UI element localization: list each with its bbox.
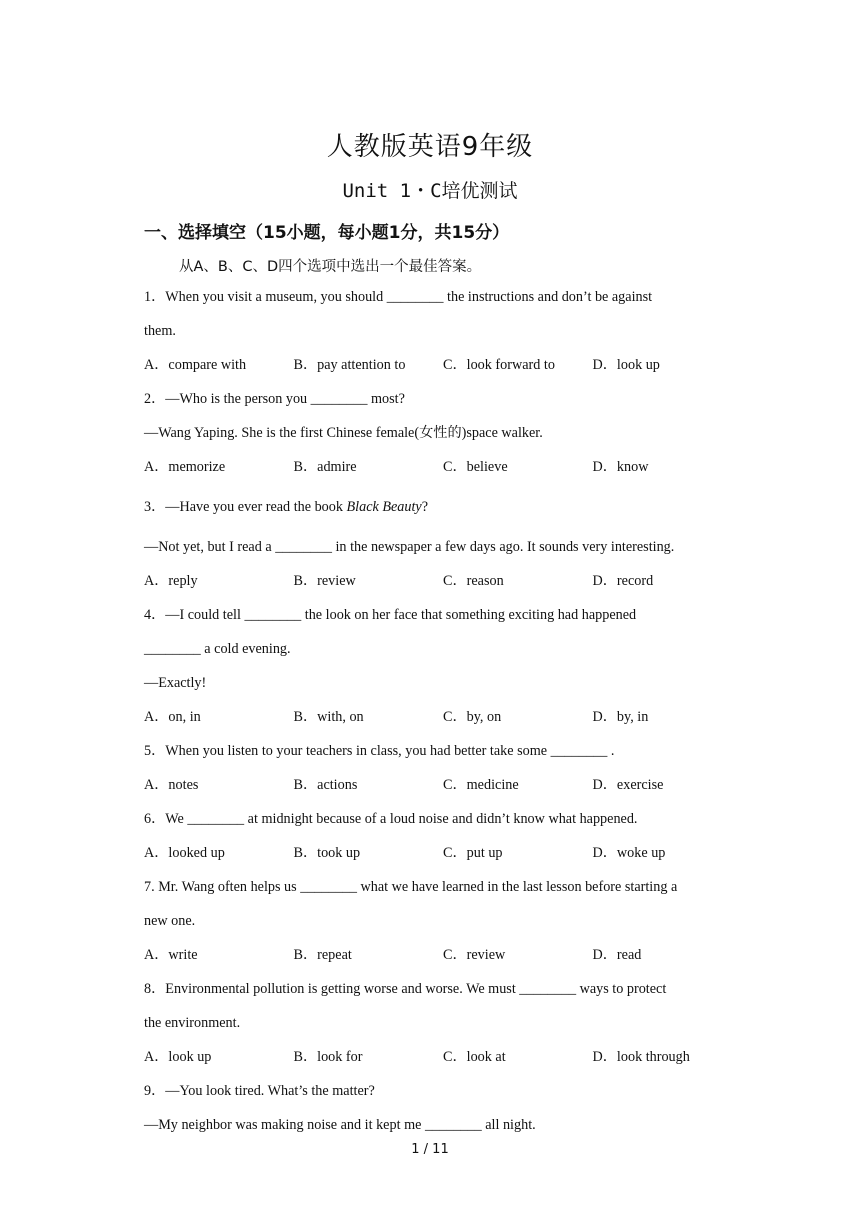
option-d[interactable]: D．by, in [592, 709, 649, 725]
question-8-line-1: 8．Environmental pollution is getting worse and worse. We must ________ ways to protect [144, 981, 667, 997]
option-d[interactable]: D．exercise [592, 777, 664, 793]
question-8-line-2: the environment. [144, 1015, 241, 1031]
question-3-line-2: —Not yet, but I read a ________ in the newspaper a few days ago. It sounds very interesting. [144, 539, 675, 555]
option-b[interactable]: B．review [293, 573, 356, 589]
option-a[interactable]: A．memorize [144, 459, 226, 475]
document-title: 人教版英语9年级 [326, 132, 534, 162]
option-c[interactable]: C．believe [443, 459, 508, 475]
option-d[interactable]: D．read [592, 947, 642, 963]
question-2-line-1: 2．—Who is the person you ________ most? [144, 391, 405, 407]
q3-prefix: 3．—Have you ever read the book Black Beauty? [144, 499, 429, 515]
question-9-line-2: —My neighbor was making noise and it kept me ________ all night. [144, 1117, 536, 1133]
option-b[interactable]: B．look for [293, 1049, 363, 1065]
question-5-options [144, 774, 724, 808]
option-a[interactable]: A．compare with [144, 357, 247, 373]
option-d[interactable]: D．look up [592, 357, 660, 373]
section-heading: 一、选择填空（15小题，每小题1分，共15分） [144, 223, 510, 243]
option-a[interactable]: A．reply [144, 573, 198, 589]
question-7-options [144, 944, 724, 978]
option-a[interactable]: A．on, in [144, 709, 201, 725]
question-6-line-1: 6．We ________ at midnight because of a loud noise and didn’t know what happened. [144, 811, 638, 827]
option-c[interactable]: C．medicine [443, 777, 519, 793]
question-2-options [144, 456, 724, 496]
option-a[interactable]: A．write [144, 947, 198, 963]
option-c[interactable]: C．look forward to [443, 357, 555, 373]
question-9-line-1: 9．—You look tired. What’s the matter? [144, 1083, 375, 1099]
book-title: Black Beauty [346, 499, 422, 515]
option-d[interactable]: D．look through [592, 1049, 690, 1065]
option-b[interactable]: B．admire [293, 459, 357, 475]
question-8-options [144, 1046, 724, 1080]
question-3-options [144, 570, 724, 604]
option-a[interactable]: A．looked up [144, 845, 225, 861]
question-1-options [144, 354, 724, 388]
question-5-line-1: 5．When you listen to your teachers in class, you had better take some ________ . [144, 743, 615, 759]
question-7-line-1: 7. Mr. Wang often helps us ________ what we have learned in the last lesson before starting a [144, 879, 678, 895]
option-c[interactable]: C．reason [443, 573, 504, 589]
option-c[interactable]: C．by, on [443, 709, 502, 725]
document-subtitle: Unit 1・C培优测试 [342, 180, 518, 202]
question-4-line-2: ________ a cold evening. [144, 641, 291, 657]
question-list [144, 286, 724, 1148]
question-1-line-1: 1．When you visit a museum, you should ________ the instructions and don’t be against [144, 289, 653, 305]
option-d[interactable]: D．know [592, 459, 649, 475]
option-d[interactable]: D．record [592, 573, 654, 589]
question-6-options [144, 842, 724, 876]
option-a[interactable]: A．look up [144, 1049, 212, 1065]
option-c[interactable]: C．put up [443, 845, 503, 861]
option-b[interactable]: B．with, on [293, 709, 364, 725]
option-b[interactable]: B．pay attention to [293, 357, 406, 373]
question-1-line-2: them. [144, 323, 176, 339]
question-4-line-3: —Exactly! [144, 675, 207, 691]
option-c[interactable]: C．review [443, 947, 506, 963]
question-2-line-2: —Wang Yaping. She is the first Chinese female(女性的)space walker. [144, 425, 543, 441]
question-7-line-2: new one. [144, 913, 196, 929]
question-4-line-1: 4．—I could tell ________ the look on her face that something exciting had happened [144, 607, 637, 623]
question-4-options [144, 706, 724, 740]
question-3-line-1 [144, 496, 724, 536]
option-b[interactable]: B．repeat [293, 947, 352, 963]
option-c[interactable]: C．look at [443, 1049, 506, 1065]
option-b[interactable]: B．took up [293, 845, 361, 861]
option-b[interactable]: B．actions [293, 777, 358, 793]
page-number: 1 / 11 [411, 1142, 449, 1157]
instruction-text: 从A、B、C、D四个选项中选出一个最佳答案。 [179, 259, 482, 275]
option-d[interactable]: D．woke up [592, 845, 666, 861]
option-a[interactable]: A．notes [144, 777, 199, 793]
